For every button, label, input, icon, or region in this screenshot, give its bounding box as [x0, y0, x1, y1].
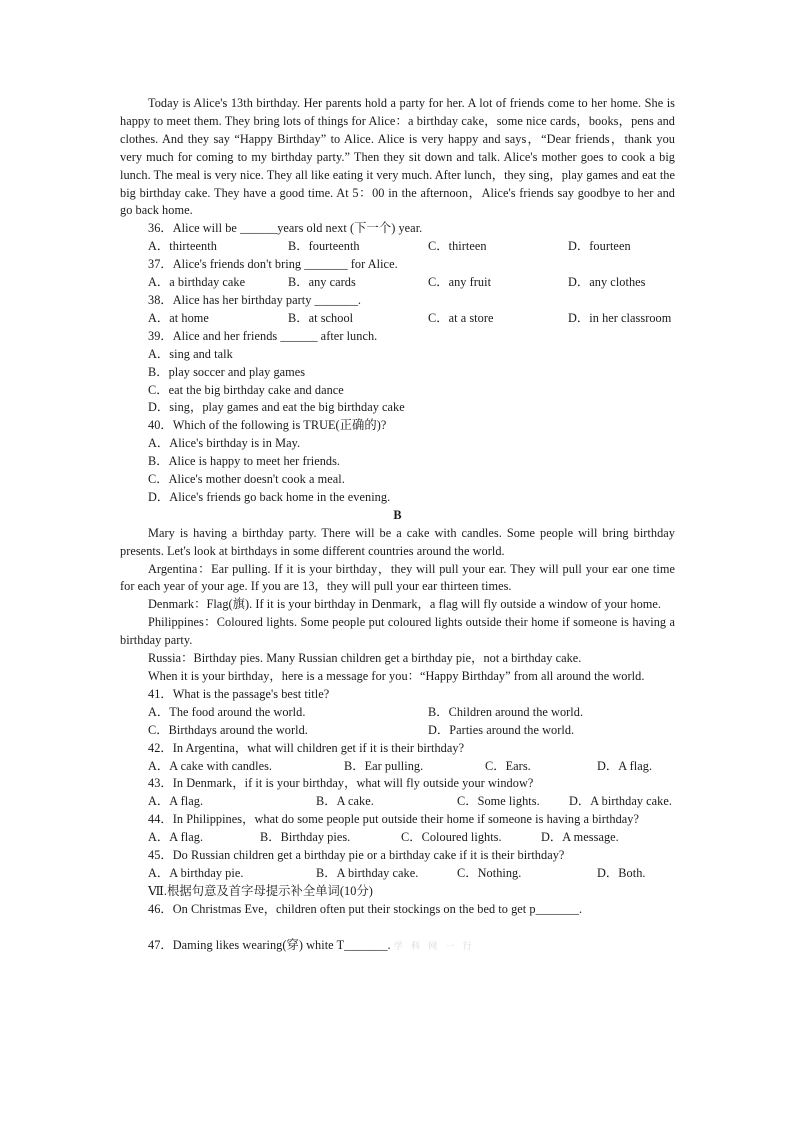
options-42 — [120, 758, 675, 776]
options-44 — [120, 829, 675, 847]
question-36: 36．Alice will be ______years old next (下一个) year. — [148, 221, 423, 236]
option: C．Alice's mother doesn't cook a meal. — [148, 472, 345, 487]
question-45: 45．Do Russian children get a birthday pie or a birthday cake if it is their birthday? — [148, 848, 565, 863]
option: A．Alice's birthday is in May. — [148, 436, 301, 451]
options-41-row1 — [120, 704, 675, 722]
option: D．Both. — [597, 865, 646, 880]
option: A．a birthday cake — [148, 275, 246, 290]
option: A．The food around the world. — [148, 704, 306, 719]
watermark-text: 学 科 网 一 行 — [393, 940, 475, 951]
option: A．thirteenth — [148, 239, 217, 254]
passage-b-denmark: Denmark：Flag(旗). If it is your birthday in Denmark，a flag will fly outside a window of your home. — [148, 597, 662, 612]
option: C．any fruit — [428, 275, 492, 290]
passage-b-argentina: Argentina：Ear pulling. If it is your birthday，they will pull your ear. They will pull your ear one time for each year of your age. If you are 13，they will pull your ear thirteen times. — [120, 561, 675, 594]
option: A．sing and talk — [148, 346, 233, 361]
options-38 — [120, 310, 675, 328]
question-44: 44．In Philippines，what do some people put outside their home if someone is having a birthday? — [148, 812, 639, 827]
option: A．at home — [148, 310, 209, 325]
option: C．at a store — [428, 310, 494, 325]
question-37: 37．Alice's friends don't bring _______ for Alice. — [148, 257, 398, 272]
option: A．A birthday pie. — [148, 865, 244, 880]
question-43: 43．In Denmark，if it is your birthday，what will fly outside your window? — [148, 776, 534, 791]
option: B．Alice is happy to meet her friends. — [148, 454, 341, 469]
passage-b-philippines: Philippines：Coloured lights. Some people put coloured lights outside their home if someone is having a birthday party. — [120, 615, 675, 648]
option: B．Birthday pies. — [260, 830, 351, 845]
option: D．in her classroom — [568, 310, 672, 325]
option: B．fourteenth — [288, 239, 360, 254]
option: A．A cake with candles. — [148, 758, 273, 773]
option: D．Alice's friends go back home in the evening. — [148, 489, 391, 504]
option: D．A flag. — [597, 758, 653, 773]
option: D．A message. — [541, 830, 619, 845]
option: C．Coloured lights. — [401, 830, 502, 845]
passage-b-russia: Russia：Birthday pies. Many Russian children get a birthday pie，not a birthday cake. — [148, 651, 582, 666]
option: B．any cards — [288, 275, 356, 290]
option: C．Birthdays around the world. — [148, 722, 308, 737]
option: C．Ears. — [485, 758, 531, 773]
option: A．A flag. — [148, 794, 204, 809]
question-42: 42．In Argentina，what will children get if it is their birthday? — [148, 740, 465, 755]
passage-b-closing: When it is your birthday，here is a message for you：“Happy Birthday” from all around the world. — [148, 669, 645, 683]
question-41: 41．What is the passage's best title? — [148, 686, 330, 701]
section-vii-heading: Ⅶ.根据句意及首字母提示补全单词(10分) — [148, 883, 373, 898]
option: B．play soccer and play games — [148, 364, 306, 379]
spacer — [120, 919, 675, 937]
option: C．Nothing. — [457, 865, 522, 880]
question-40: 40．Which of the following is TRUE(正确的)? — [148, 418, 387, 433]
option: B．Ear pulling. — [344, 758, 424, 773]
option: D．any clothes — [568, 275, 646, 290]
option: D．fourteen — [568, 239, 631, 254]
question-39: 39．Alice and her friends ______ after lunch. — [148, 328, 378, 343]
option: C．Some lights. — [457, 794, 540, 809]
option: D．Parties around the world. — [428, 722, 575, 737]
options-43 — [120, 793, 675, 811]
option: B．A birthday cake. — [316, 865, 419, 880]
option: C．thirteen — [428, 239, 487, 254]
question-46: 46．On Christmas Eve，children often put their stockings on the bed to get p_______. — [148, 901, 583, 916]
options-41-row2 — [120, 722, 675, 740]
option: B．A cake. — [316, 794, 374, 809]
question-38: 38．Alice has her birthday party _______. — [148, 292, 362, 307]
passage-a: Today is Alice's 13th birthday. Her parents hold a party for her. A lot of friends come to her home. She is happy to meet them. They bring lots of things for Alice：a birthday cake，some nice cards，books，pens and clothes. And they say “Happy Birthday” to Alice. Alice is very happy and says，“Dear friends，thank you very much for coming to my birthday party.” Then they sit down and talk. Alice's mother goes to cook a big lunch. The meal is very nice. They all like eating it very much. After lunch，they sing，play games and eat the big birthday cake. They have a good time. At 5：00 in the afternoon，Alice's friends say goodbye to her and go back home. — [120, 96, 675, 218]
worksheet — [120, 95, 675, 955]
option: B．Children around the world. — [428, 704, 584, 719]
options-37 — [120, 274, 675, 292]
options-36 — [120, 238, 675, 256]
option: B．at school — [288, 310, 354, 325]
option: A．A flag. — [148, 830, 204, 845]
option: D．sing，play games and eat the big birthday cake — [148, 400, 405, 415]
options-45 — [120, 865, 675, 883]
passage-b-intro: Mary is having a birthday party. There will be a cake with candles. Some people will bring birthday presents. Let's look at birthdays in some different countries around the world. — [120, 525, 675, 558]
option: D．A birthday cake. — [569, 794, 673, 809]
option: C．eat the big birthday cake and dance — [148, 382, 344, 397]
question-47-line — [120, 937, 675, 956]
section-b-heading: B — [393, 507, 402, 522]
question-47: 47．Daming likes wearing(穿) white T_______. — [148, 937, 391, 952]
